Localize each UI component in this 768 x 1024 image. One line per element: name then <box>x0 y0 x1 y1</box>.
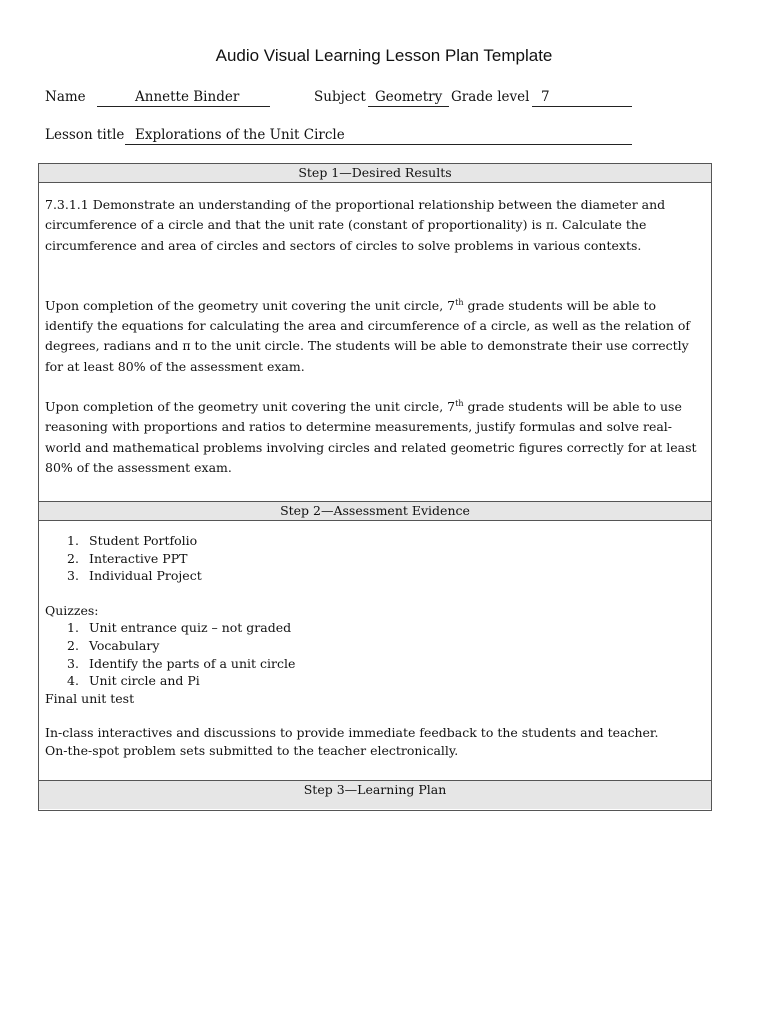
step1-content <box>45 195 707 498</box>
lesson-title-label: Lesson title <box>45 127 125 143</box>
list-item: 3. Individual Project <box>67 568 202 584</box>
document-title: Audio Visual Learning Lesson Plan Template <box>215 46 553 65</box>
list-item: 2. Vocabulary <box>67 637 160 653</box>
final-test: Final unit test <box>45 690 135 706</box>
objective-1: Upon completion of the geometry unit covering the unit circle, 7th grade students will be able to identify the equations for calculating the area and circumference of a circle, as well as the relation of degrees, radians and π to the unit circle. The students will be able to demonstrate their use correctly for at least 80% of the assessment exam. <box>45 297 691 374</box>
lesson-plan-table <box>38 163 712 811</box>
name-value: Annette Binder <box>135 89 240 105</box>
lesson-title-field <box>125 127 632 145</box>
name-label: Name <box>45 89 86 105</box>
list-item: 4. Unit circle and Pi <box>67 673 200 689</box>
subject-label: Subject <box>314 89 366 105</box>
grade-field <box>532 89 632 107</box>
list-item: 2. Interactive PPT <box>67 550 188 566</box>
step2-content <box>45 532 707 760</box>
name-field <box>97 89 270 107</box>
subject-value: Geometry <box>375 89 443 105</box>
problem-sets-note: On-the-spot problem sets submitted to the teacher electronically. <box>45 742 459 758</box>
lesson-title-value: Explorations of the Unit Circle <box>135 127 345 143</box>
step2-header: Step 2—Assessment Evidence <box>39 501 711 521</box>
step1-header: Step 1—Desired Results <box>39 164 711 183</box>
feedback-note: In-class interactives and discussions to provide immediate feedback to the students and teacher. <box>45 725 659 741</box>
list-item: 1. Student Portfolio <box>67 533 198 548</box>
subject-field <box>368 89 449 107</box>
objective-2: Upon completion of the geometry unit covering the unit circle, 7th grade students will be able to use reasoning with proportions and ratios to determine measurements, justify formulas and solve real-world and mathematical problems involving circles and related geometric figures correctly for at least 80% of the assessment exam. <box>45 398 697 475</box>
list-item: 3. Identify the parts of a unit circle <box>67 655 296 671</box>
list-item: 1. Unit entrance quiz – not graded <box>67 620 292 636</box>
step3-header: Step 3—Learning Plan <box>39 780 711 809</box>
standard-text: 7.3.1.1 Demonstrate an understanding of the proportional relationship between the diameter and circumference of a circle and that the unit rate (constant of proportionality) is π. Calculate the circumference and area of circles and sectors of circles to solve problems in various contexts. <box>45 197 666 253</box>
grade-label: Grade level <box>451 89 530 105</box>
grade-value: 7 <box>541 89 550 105</box>
quizzes-label: Quizzes: <box>45 602 99 618</box>
